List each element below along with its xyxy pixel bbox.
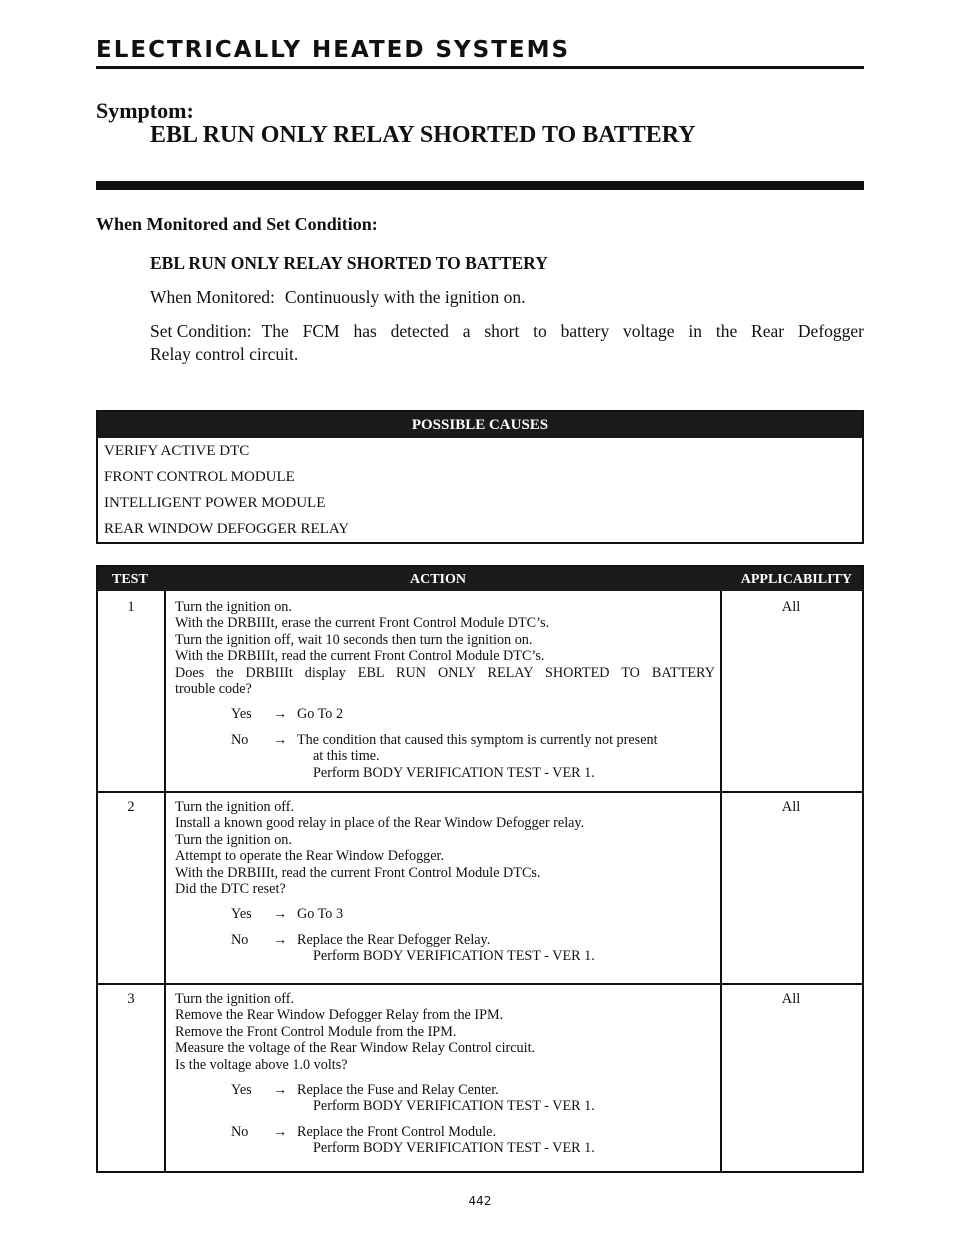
test-actions: [175, 991, 715, 1157]
table-row: [98, 791, 862, 983]
action-step: Turn the ignition on.: [175, 599, 292, 615]
cause-item: INTELLIGENT POWER MODULE: [104, 495, 326, 511]
action-step: Turn the ignition off.: [175, 799, 295, 815]
set-condition: [150, 320, 864, 366]
branch-text: Perform BODY VERIFICATION TEST - VER 1.: [313, 1098, 595, 1115]
arrow-icon: →: [273, 1082, 288, 1099]
header-test: TEST: [112, 572, 148, 587]
branch-text: Perform BODY VERIFICATION TEST - VER 1.: [313, 764, 595, 781]
branch-text: Go To 2: [297, 706, 344, 723]
test-number: 1: [127, 599, 135, 615]
action-question: Does the DRBIIIt display EBL RUN ONLY RELAY SHORTED TO BATTERY: [175, 664, 715, 681]
header-action: ACTION: [410, 572, 467, 587]
yes-label: Yes: [231, 706, 252, 723]
branch-text: Perform BODY VERIFICATION TEST - VER 1.: [313, 1140, 595, 1157]
cause-item: FRONT CONTROL MODULE: [104, 469, 295, 485]
action-step: With the DRBIIIt, read the current Front Control Module DTCs.: [175, 864, 541, 881]
dtc-code: EBL RUN ONLY RELAY SHORTED TO BATTERY: [150, 253, 548, 273]
section-divider: [96, 181, 864, 190]
header-applicability: APPLICABILITY: [740, 572, 852, 587]
arrow-icon: →: [273, 706, 288, 723]
set-condition-text1: The FCM has detected a short to battery voltage in the Rear Defogger: [261, 321, 864, 341]
no-branch: [175, 1124, 715, 1157]
yes-branch: [175, 906, 715, 922]
no-label: No: [231, 1123, 249, 1140]
when-monitored-text: Continuously with the ignition on.: [284, 287, 526, 307]
branch-text: The condition that caused this symptom is currently not present: [297, 731, 658, 748]
yes-branch: [175, 706, 715, 722]
branch-text: Replace the Fuse and Relay Center.: [297, 1082, 499, 1099]
set-condition-line2: Relay control circuit.: [150, 344, 299, 364]
possible-causes-header: POSSIBLE CAUSES: [98, 412, 862, 438]
symptom-title: EBL RUN ONLY RELAY SHORTED TO BATTERY: [150, 122, 696, 148]
yes-label: Yes: [231, 906, 252, 923]
branch-text: Perform BODY VERIFICATION TEST - VER 1.: [313, 948, 595, 965]
branch-text: Replace the Front Control Module.: [297, 1123, 496, 1140]
action-question: Did the DTC reset?: [175, 881, 286, 898]
action-step: Install a known good relay in place of the Rear Window Defogger relay.: [175, 815, 585, 832]
action-step: Measure the voltage of the Rear Window Relay Control circuit.: [175, 1040, 536, 1057]
branch-text: Replace the Rear Defogger Relay.: [297, 931, 491, 948]
no-branch: [175, 932, 715, 965]
branch-text: at this time.: [313, 748, 380, 765]
monitored-heading: When Monitored and Set Condition:: [96, 214, 378, 234]
action-question: trouble code?: [175, 681, 252, 698]
cause-item: REAR WINDOW DEFOGGER RELAY: [104, 521, 350, 537]
action-step: Remove the Rear Window Defogger Relay from the IPM.: [175, 1007, 504, 1024]
action-step: Attempt to operate the Rear Window Defogger.: [175, 848, 445, 865]
table-row: [98, 983, 862, 1171]
no-label: No: [231, 931, 249, 948]
condition-block: [150, 252, 864, 377]
yes-label: Yes: [231, 1082, 252, 1099]
no-label: No: [231, 731, 249, 748]
applicability: All: [781, 799, 801, 815]
arrow-icon: →: [273, 906, 288, 923]
set-condition-line1: [150, 320, 864, 343]
section-title: ELECTRICALLY HEATED SYSTEMS: [96, 36, 864, 69]
action-step: Turn the ignition on.: [175, 831, 292, 848]
when-monitored-label: When Monitored:: [150, 287, 275, 307]
when-monitored: [150, 286, 864, 309]
possible-causes-table: [96, 410, 864, 544]
arrow-icon: →: [273, 931, 288, 948]
action-step: Remove the Front Control Module from the IPM.: [175, 1023, 457, 1040]
action-step: Turn the ignition off.: [175, 991, 295, 1007]
arrow-icon: →: [273, 731, 288, 748]
symptom-label: Symptom:: [96, 98, 194, 123]
action-question: Is the voltage above 1.0 volts?: [175, 1056, 348, 1073]
arrow-icon: →: [273, 1123, 288, 1140]
test-number: 2: [127, 799, 135, 815]
applicability: All: [781, 599, 801, 615]
page-number: 442: [468, 1194, 492, 1208]
test-number: 3: [127, 991, 135, 1007]
set-condition-label: Set Condition:: [150, 321, 252, 341]
test-actions: [175, 599, 715, 781]
table-row: [98, 591, 862, 791]
test-actions: [175, 799, 715, 965]
test-table: [96, 565, 864, 1173]
action-step: With the DRBIIIt, erase the current Front Control Module DTC’s.: [175, 615, 550, 632]
no-branch: [175, 732, 715, 781]
yes-branch: [175, 1082, 715, 1115]
action-step: Turn the ignition off, wait 10 seconds then turn the ignition on.: [175, 631, 533, 648]
branch-text: Go To 3: [297, 906, 344, 923]
test-table-header: [98, 567, 862, 591]
action-step: With the DRBIIIt, read the current Front Control Module DTC’s.: [175, 648, 545, 665]
cause-item: VERIFY ACTIVE DTC: [104, 443, 250, 459]
applicability: All: [781, 991, 801, 1007]
